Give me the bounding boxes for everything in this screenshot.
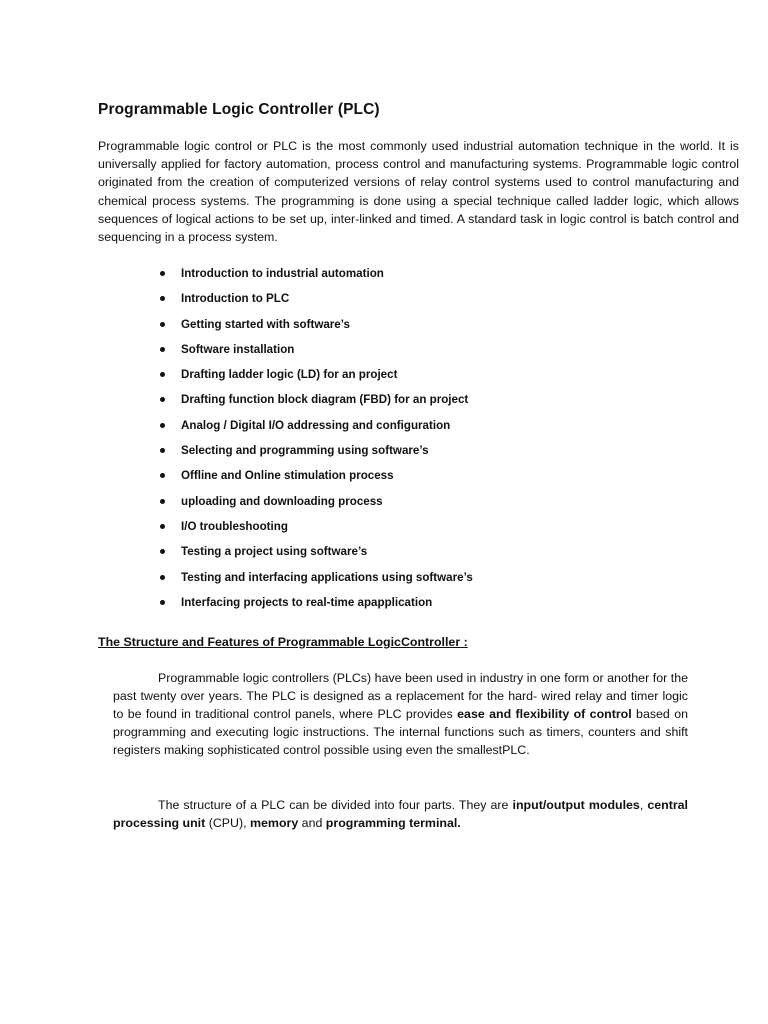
list-item-text: Offline and Online stimulation process [181,469,394,483]
list-item [160,542,473,567]
structure-paragraph [113,669,688,759]
list-item-text: Software installation [181,342,295,356]
list-item-text: Drafting function block diagram (FBD) for an project [181,393,469,407]
bullet-icon [160,347,165,352]
list-item-text: Testing a project using software’s [181,545,368,559]
list-item-text: Testing and interfacing applications using software’s [181,570,473,584]
emphasis-text: input/output modules [512,798,640,812]
list-item [160,365,473,390]
bullet-icon [160,499,165,504]
list-item-text: Introduction to industrial automation [181,267,384,280]
bullet-icon [160,524,165,529]
paragraph-text: Programmable logic controllers (PLCs) have been used in industry in one form or another for the past twenty over years. The PLC is designed as a replacement for the hard- wired relay and timer logic to be found in traditional control panels, where PLC provides [113,671,688,722]
bullet-icon [160,296,165,301]
list-item [160,264,473,289]
emphasis-text: memory [250,816,299,831]
list-item-text: Drafting ladder logic (LD) for an project [181,368,398,382]
document-title: Programmable Logic Controller (PLC) [98,101,380,118]
list-item [160,492,473,517]
bullet-icon [160,322,165,327]
emphasis-text: central processing unit [113,798,688,831]
paragraph-text: based on programming and executing logic instructions. The internal functions such as timers, counters and shift registers making sophisticated control possible using even the smallestPLC. [113,707,688,758]
bullet-icon [160,549,165,554]
bullet-icon [160,423,165,428]
paragraph-text: (CPU), [205,816,251,831]
intro-paragraph: Programmable logic control or PLC is the most commonly used industrial automation technique in the world. It is universally applied for factory automation, process control and manufacturing systems. Programmable logic control originated from the creation of computerized versions of relay control systems used to control manufacturing and chemical process systems. The programming is done using a special technique called ladder logic, which allows sequences of logical actions to be set up, inter-linked and timed. A standard task in logic control is batch control and sequencing in a process system. [98,139,739,245]
bullet-icon [160,473,165,478]
parts-paragraph [113,796,688,832]
list-item [160,517,473,542]
list-item [160,441,473,466]
section-heading: The Structure and Features of Programmable LogicController : [98,635,468,649]
bullet-icon [160,372,165,377]
list-item [160,340,473,365]
list-item [160,390,473,415]
list-item [160,568,473,593]
paragraph-text: and [298,816,326,831]
list-item-text: Getting started with software’s [181,317,350,331]
paragraph-text: The structure of a PLC can be divided into four parts. They are [158,798,513,812]
topic-list [160,264,473,618]
list-item-text: uploading and downloading process [181,494,383,508]
list-item [160,289,473,314]
bullet-icon [160,600,165,605]
emphasis-text: ease and flexibility of control [457,707,632,722]
emphasis-text: programming terminal. [325,816,461,831]
list-item [160,466,473,491]
list-item [160,315,473,340]
bullet-icon [160,448,165,453]
list-item-text: Interfacing projects to real-time apapplication [181,595,433,609]
bullet-icon [160,271,165,276]
list-item-text: Selecting and programming using software’s [181,444,429,458]
bullet-icon [160,575,165,580]
paragraph-text: , [639,798,648,812]
list-item [160,416,473,441]
list-item-text: Analog / Digital I/O addressing and configuration [181,418,451,432]
list-item [160,593,473,618]
list-item-text: Introduction to PLC [181,292,290,306]
list-item-text: I/O troubleshooting [181,519,288,533]
bullet-icon [160,397,165,402]
